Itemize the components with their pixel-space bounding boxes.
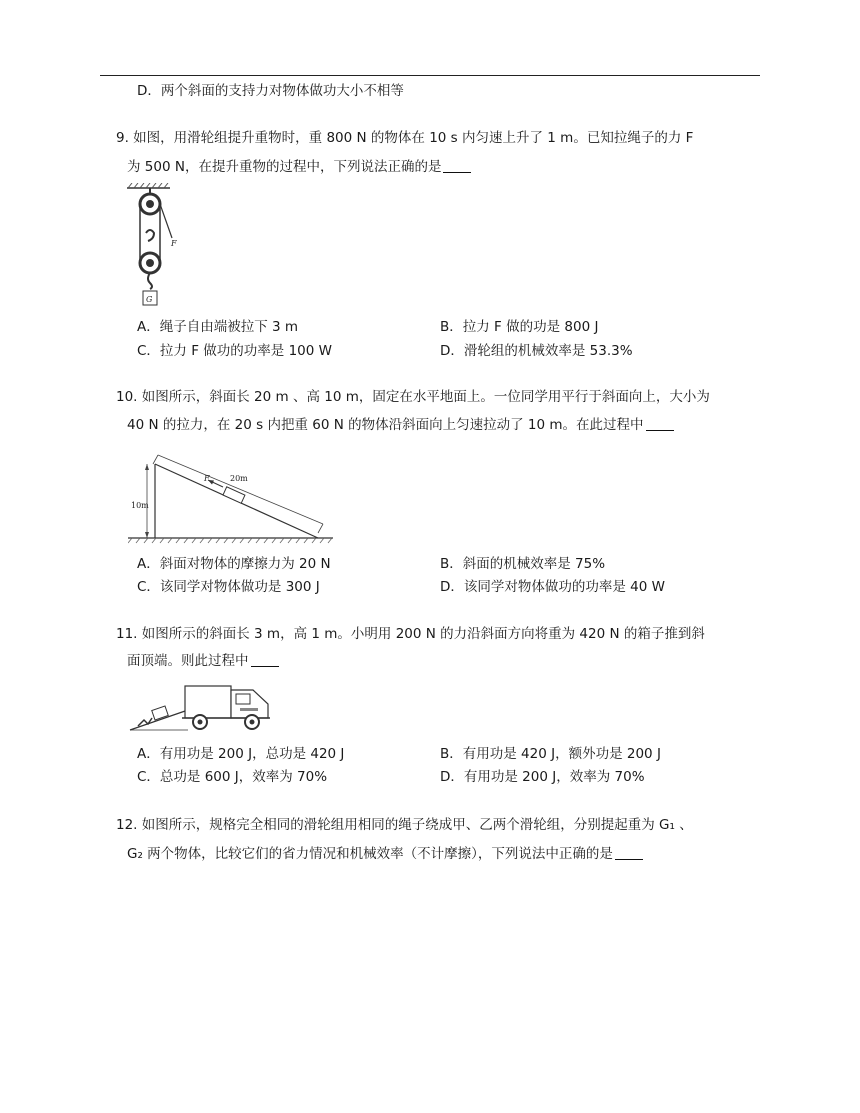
- q9-pulley-figure: [122, 183, 192, 308]
- q10-option-b: B．斜面的机械效率是 75%: [440, 556, 606, 572]
- svg-text:10m: 10m: [131, 501, 149, 510]
- q10-answer-blank: [646, 417, 674, 431]
- svg-text:F: F: [204, 474, 210, 483]
- q11-option-a: A．有用功是 200 J，总功是 420 J: [137, 746, 345, 762]
- svg-text:F: F: [171, 239, 177, 248]
- q12-answer-blank: [615, 846, 643, 860]
- header-rule: [100, 75, 760, 76]
- q10-stem-line1: 10. 如图所示，斜面长 20 m 、高 10 m，固定在水平地面上。一位同学用平行于斜面向上，大小为: [116, 389, 710, 405]
- q12-stem-line1: 12. 如图所示，规格完全相同的滑轮组用相同的绳子绕成甲、乙两个滑轮组，分别提起重为 G₁ 、: [116, 817, 693, 833]
- q10-option-a: A．斜面对物体的摩擦力为 20 N: [137, 556, 331, 572]
- svg-text:20m: 20m: [230, 474, 248, 483]
- q9-stem-line2: 为 500 N，在提升重物的过程中，下列说法正确的是: [127, 158, 471, 176]
- q11-option-d: D．有用功是 200 J，效率为 70%: [440, 769, 645, 785]
- q11-stem-line2: 面顶端。则此过程中: [127, 652, 279, 670]
- q11-option-c: C．总功是 600 J，效率为 70%: [137, 769, 328, 785]
- q9-option-b: B．拉力 F 做的功是 800 J: [440, 319, 599, 335]
- q10-incline-figure: [128, 446, 338, 548]
- q12-stem-line2: G₂ 两个物体，比较它们的省力情况和机械效率（不计摩擦），下列说法中正确的是: [127, 845, 643, 863]
- q11-truck-ramp-figure: [128, 680, 278, 736]
- q11-option-b: B．有用功是 420 J，额外功是 200 J: [440, 746, 661, 762]
- q9-option-a: A．绳子自由端被拉下 3 m: [137, 319, 299, 335]
- q9-answer-blank: [443, 159, 471, 173]
- q9-stem-line1: 9. 如图，用滑轮组提升重物时，重 800 N 的物体在 10 s 内匀速上升了 1 m。已知拉绳子的力 F: [116, 130, 694, 146]
- svg-text:G: G: [146, 295, 153, 304]
- q9-option-c: C．拉力 F 做功的功率是 100 W: [137, 343, 332, 359]
- prev-option-d: D．两个斜面的支持力对物体做功大小不相等: [137, 83, 404, 99]
- q10-stem-line2: 40 N 的拉力，在 20 s 内把重 60 N 的物体沿斜面向上匀速拉动了 10 m。在此过程中: [127, 416, 674, 434]
- q10-option-d: D．该同学对物体做功的功率是 40 W: [440, 579, 666, 595]
- q9-option-d: D．滑轮组的机械效率是 53.3%: [440, 343, 633, 359]
- q11-answer-blank: [251, 653, 279, 667]
- q11-stem-line1: 11. 如图所示的斜面长 3 m，高 1 m。小明用 200 N 的力沿斜面方向将重为 420 N 的箱子推到斜: [116, 626, 705, 642]
- q10-option-c: C．该同学对物体做功是 300 J: [137, 579, 320, 595]
